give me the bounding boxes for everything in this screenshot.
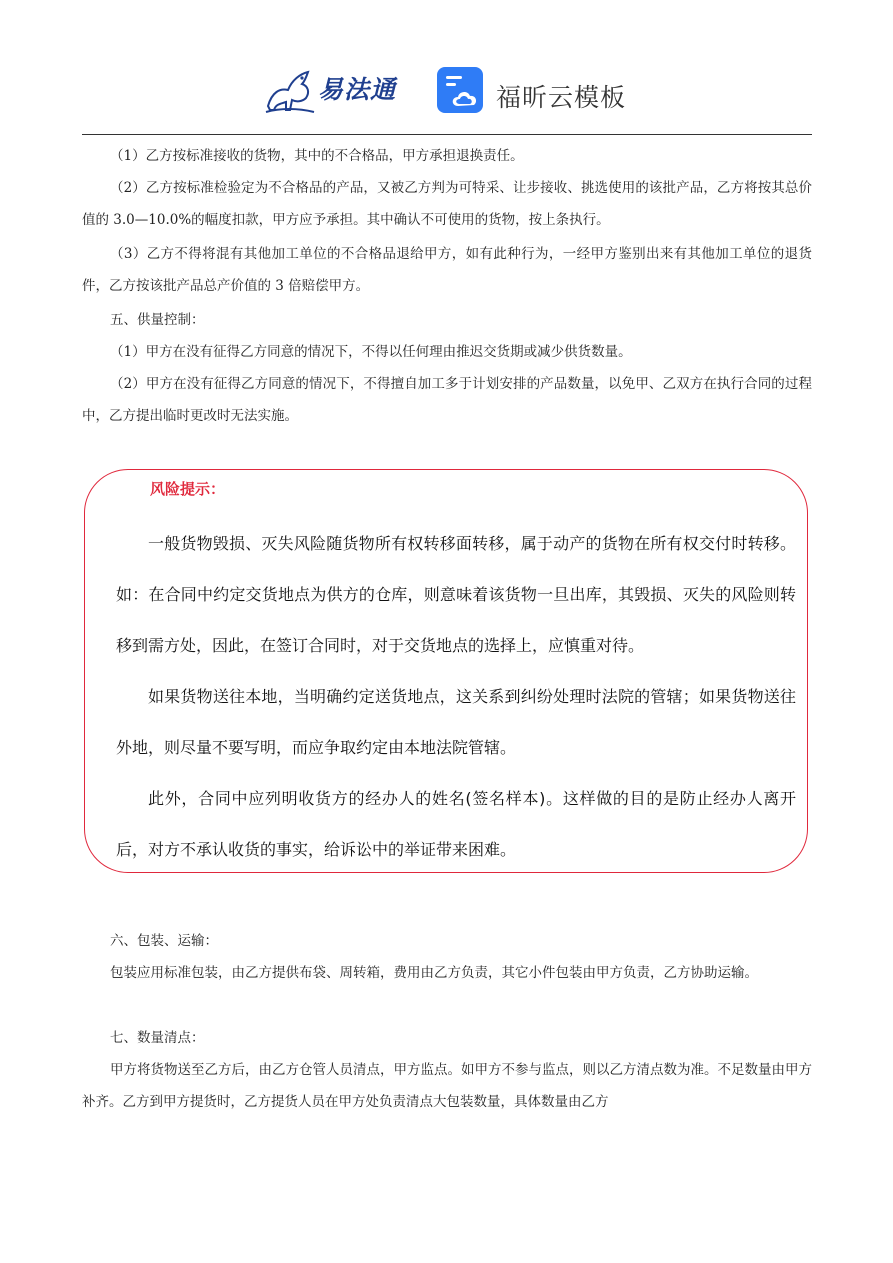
clause-item-2: （2）乙方按标准检验定为不合格品的产品，又被乙方判为可特采、让步接收、挑选使用的该批产品，乙方将按其总价值的 3.0—10.0%的幅度扣款，甲方应予承担。其中确认不可使用的货物，按上条执行。 xyxy=(82,180,812,228)
logo-left-text: 易法通 xyxy=(318,75,397,104)
supply-item-2: （2）甲方在没有征得乙方同意的情况下，不得擅自加工多于计划安排的产品数量，以免甲、乙双方在执行合同的过程中，乙方提出临时更改时无法实施。 xyxy=(82,376,812,424)
section-heading-7: 七、数量清点： xyxy=(110,1030,205,1046)
section-heading-5: 五、供量控制： xyxy=(110,312,205,328)
header-divider xyxy=(82,134,812,135)
risk-paragraph-3: 此外，合同中应列明收货方的经办人的姓名(签名样本)。这样做的目的是防止经办人离开后，对方不承认收货的事实，给诉讼中的举证带来困难。 xyxy=(116,789,796,859)
section-heading-6: 六、包装、运输： xyxy=(110,933,218,949)
clause-item-1: （1）乙方按标准接收的货物，其中的不合格品，甲方承担退换责任。 xyxy=(110,148,524,164)
counting-paragraph: 甲方将货物送至乙方后，由乙方仓管人员清点，甲方监点。如甲方不参与监点，则以乙方清点数为准。不足数量由甲方补齐。乙方到甲方提货时，乙方提货人员在甲方处负责清点大包装数量，具体数量由乙方 xyxy=(82,1062,812,1110)
clause-item-3: （3）乙方不得将混有其他加工单位的不合格品退给甲方，如有此种行为，一经甲方鉴别出来有其他加工单位的退货件，乙方按该批产品总产价值的 3 倍赔偿甲方。 xyxy=(82,246,812,294)
cloud-doc-icon xyxy=(436,66,486,116)
risk-notice-title: 风险提示： xyxy=(150,480,226,498)
logo-right-text: 福昕云模板 xyxy=(496,83,627,112)
page-header xyxy=(0,58,893,122)
yifatong-logo xyxy=(262,62,410,118)
foxit-template-logo xyxy=(436,66,636,118)
risk-paragraph-2: 如果货物送往本地，当明确约定送货地点，这关系到纠纷处理时法院的管辖；如果货物送往外地，则尽量不要写明，而应争取约定由本地法院管辖。 xyxy=(116,687,796,757)
risk-paragraph-1: 一般货物毁损、灭失风险随货物所有权转移面转移，属于动产的货物在所有权交付时转移。如：在合同中约定交货地点为供方的仓库，则意味着该货物一旦出库，其毁损、灭失的风险则转移到需方处，因此，在签订合同时，对于交货地点的选择上，应慎重对待。 xyxy=(116,534,796,655)
supply-item-1: （1）甲方在没有征得乙方同意的情况下，不得以任何理由推迟交货期或减少供货数量。 xyxy=(110,344,632,360)
horse-icon xyxy=(262,62,318,118)
packaging-paragraph: 包装应用标准包装，由乙方提供布袋、周转箱，费用由乙方负责，其它小件包装由甲方负责，乙方协助运输。 xyxy=(110,965,758,981)
